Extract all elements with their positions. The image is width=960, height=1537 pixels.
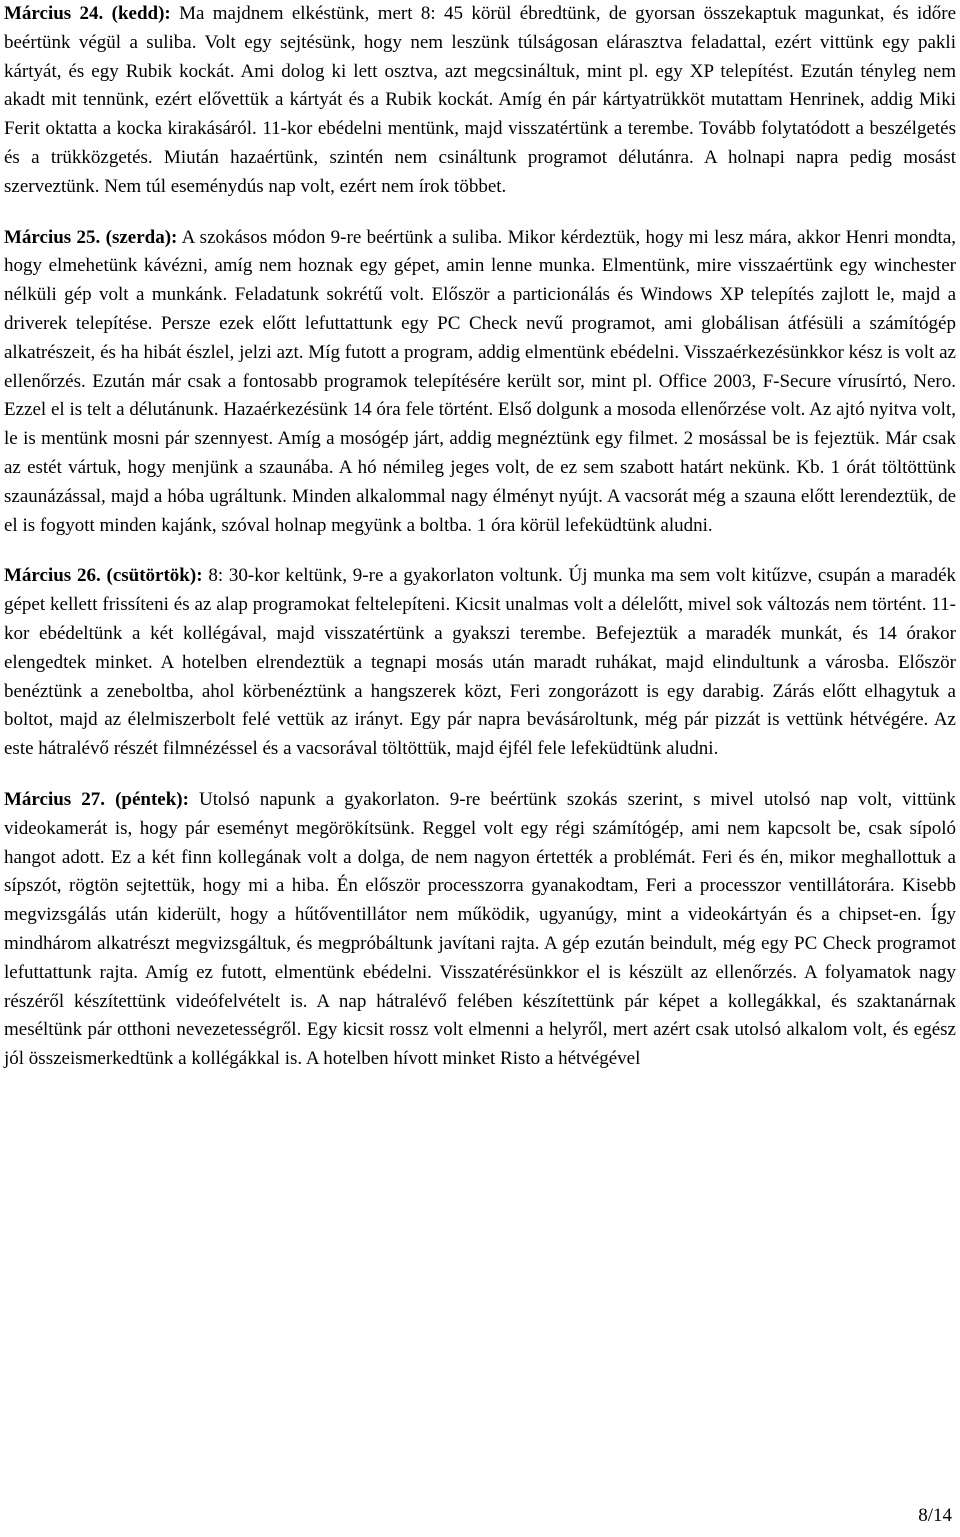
entry-weekday: (kedd): [111, 3, 171, 24]
entry-weekday: (szerda): [105, 226, 178, 248]
entry-text: Ma majdnem elkéstünk, mert 8: 45 körül ébredtünk, de gyorsan összekaptuk magunkat, és időre beértünk végül a suliba. Volt egy sejtésünk, hogy nem leszünk túlságosan elárasztva feladattal, ezért vittünk egy pakli kártyát, és egy Rubik kockát. Ami dolog ki lett osztva, azt megcsináltuk, mint pl. egy XP telepítést. Ezután tényleg nem akadt mit tennünk, ezért elővettük a kártyát és a Rubik kockát. Amíg én pár kártyatrükköt mutattam Henrinek, addig Miki Ferit oktatta a kocka kirakásáról. 11-kor ebédelni mentünk, majd visszatértünk a terembe. Tovább folytatódott a beszélgetés és a trükközgetés. Miután hazaértünk, szintén nem csináltunk programot délutánra. A holnapi napra pedig mosást szerveztünk. Nem túl eseménydús nap volt, ezért nem írok többet. [4, 3, 957, 197]
entry-weekday: (csütörtök): [106, 565, 203, 587]
diary-entry-march-27 [4, 786, 956, 1074]
diary-entry-march-26 [4, 562, 956, 764]
document-page [4, 0, 956, 1537]
page-number: 8/14 [918, 1505, 952, 1526]
entry-date: Március 24. [4, 3, 104, 24]
diary-entry-march-24 [4, 0, 956, 202]
entry-text: A szokásos módon 9-re beértünk a suliba. Mikor kérdeztük, hogy mi lesz mára, akkor Henri mondta, hogy elmehetünk kávézni, amíg nem hoznak egy gépet, amin lenne munka. Elmentünk, mire visszaértünk egy winchester nélküli gép volt a munkánk. Feladatunk sokrétű volt. Először a particionálás és Windows XP telepítés zajlott le, majd a driverek telepítése. Persze ezek előtt lefuttattunk egy PC Check nevű programot, ami globálisan átfésüli a számítógép alkatrészeit, és ha hibát észlel, jelzi azt. Míg futott a program, addig elmentünk ebédelni. Visszaérkezésünkkor kész is volt az ellenőrzés. Ezután már csak a fontosabb programok telepítésére került sor, mint pl. Office 2003, F-Secure vírusírtó, Nero. Ezzel el is telt a délutánunk. Hazaérkezésünk 14 óra fele történt. Első dolgunk a mosoda ellenőrzése volt. Az ajtó nyitva volt, le is mentünk mosni pár szennyest. Amíg a mosógép járt, addig megnéztünk egy filmet. 2 mosással be is fejeztük. Már csak az estét vártuk, hogy menjünk a szaunába. A hó némileg jeges volt, de ez sem szabott határt nekünk. Kb. 1 órát töltöttünk szaunázással, majd a hóba ugráltunk. Minden alkalommal nagy élményt nyújt. A vacsorát még a szauna előtt lerendeztük, de el is fogyott minden kajánk, szóval holnap megyünk a boltba. 1 óra körül lefeküdtünk aludni. [4, 226, 957, 536]
entry-weekday: (péntek): [115, 788, 189, 810]
entry-text: Utolsó napunk a gyakorlaton. 9-re beértünk szokás szerint, s mivel utolsó nap volt, vittünk videokamerát is, hogy pár eseményt megörökítsünk. Reggel volt egy régi számítógép, ami nem kapcsolt be, csak sípoló hangot adott. Ez a két finn kollegának volt a dolga, de nem nagyon értették a problémát. Feri és én, mikor meghallottuk a sípszót, rögtön sejtettük, hogy mi a hiba. Én először processzorra gyanakodtam, Feri a processzor ventillátorára. Kisebb megvizsgálás után kiderült, hogy a hűtőventillátor nem működik, ugyanúgy, mint a videokártyán és a chipset-en. Így mindhárom alkatrészt megvizsgáltuk, és megpróbáltunk javítani rajta. A gép ezután beindult, még egy PC Check programot lefuttattunk rajta. Amíg ez futott, elmentünk ebédelni. Visszatérésünkkor el is készült az ellenőrzés. A folyamatok nagy részéről készítettünk videófelvételt is. A nap hátralévő felében készítettünk pár képet a kollegákkal, és szaktanárnak meséltünk pár otthoni nevezetességről. Egy kicsit rossz volt elmenni a helyről, mert azért csak utolsó alkalom volt, és egész jól összeismerkedtünk a kollégákkal is. A hotelben hívott minket Risto a hétvégével [4, 788, 957, 1070]
diary-entry-march-25 [4, 224, 956, 541]
entry-date: Március 27. [4, 788, 105, 810]
entry-date: Március 25. [4, 226, 101, 248]
entry-text: 8: 30-kor keltünk, 9-re a gyakorlaton voltunk. Új munka ma sem volt kitűzve, csupán a maradék gépet kellett frissíteni és az alap programokat feltelepíteni. Kicsit unalmas volt a délelőtt, mivel sok változás nem történt. 11-kor ebédeltünk a két kollégával, majd visszatértünk a gyakszi terembe. Befejeztük a maradék munkát, és 14 órakor elengedtek minket. A hotelben elrendeztük a tegnapi mosás után maradt ruhákat, majd elindultunk a városba. Először benéztünk a zeneboltba, ahol körbenéztünk a hangszerek közt, Feri zongorázott is egy darabig. Zárás előtt elhagytuk a boltot, majd az élelmiszerbolt felé vettük az irányt. Egy pár napra bevásároltunk, még pár pizzát is vettünk hétvégére. Az este hátralévő részét filmnézéssel és a vacsorával töltöttük, majd éjfél fele lefeküdtünk aludni. [4, 565, 957, 760]
entry-date: Március 26. [4, 565, 101, 587]
